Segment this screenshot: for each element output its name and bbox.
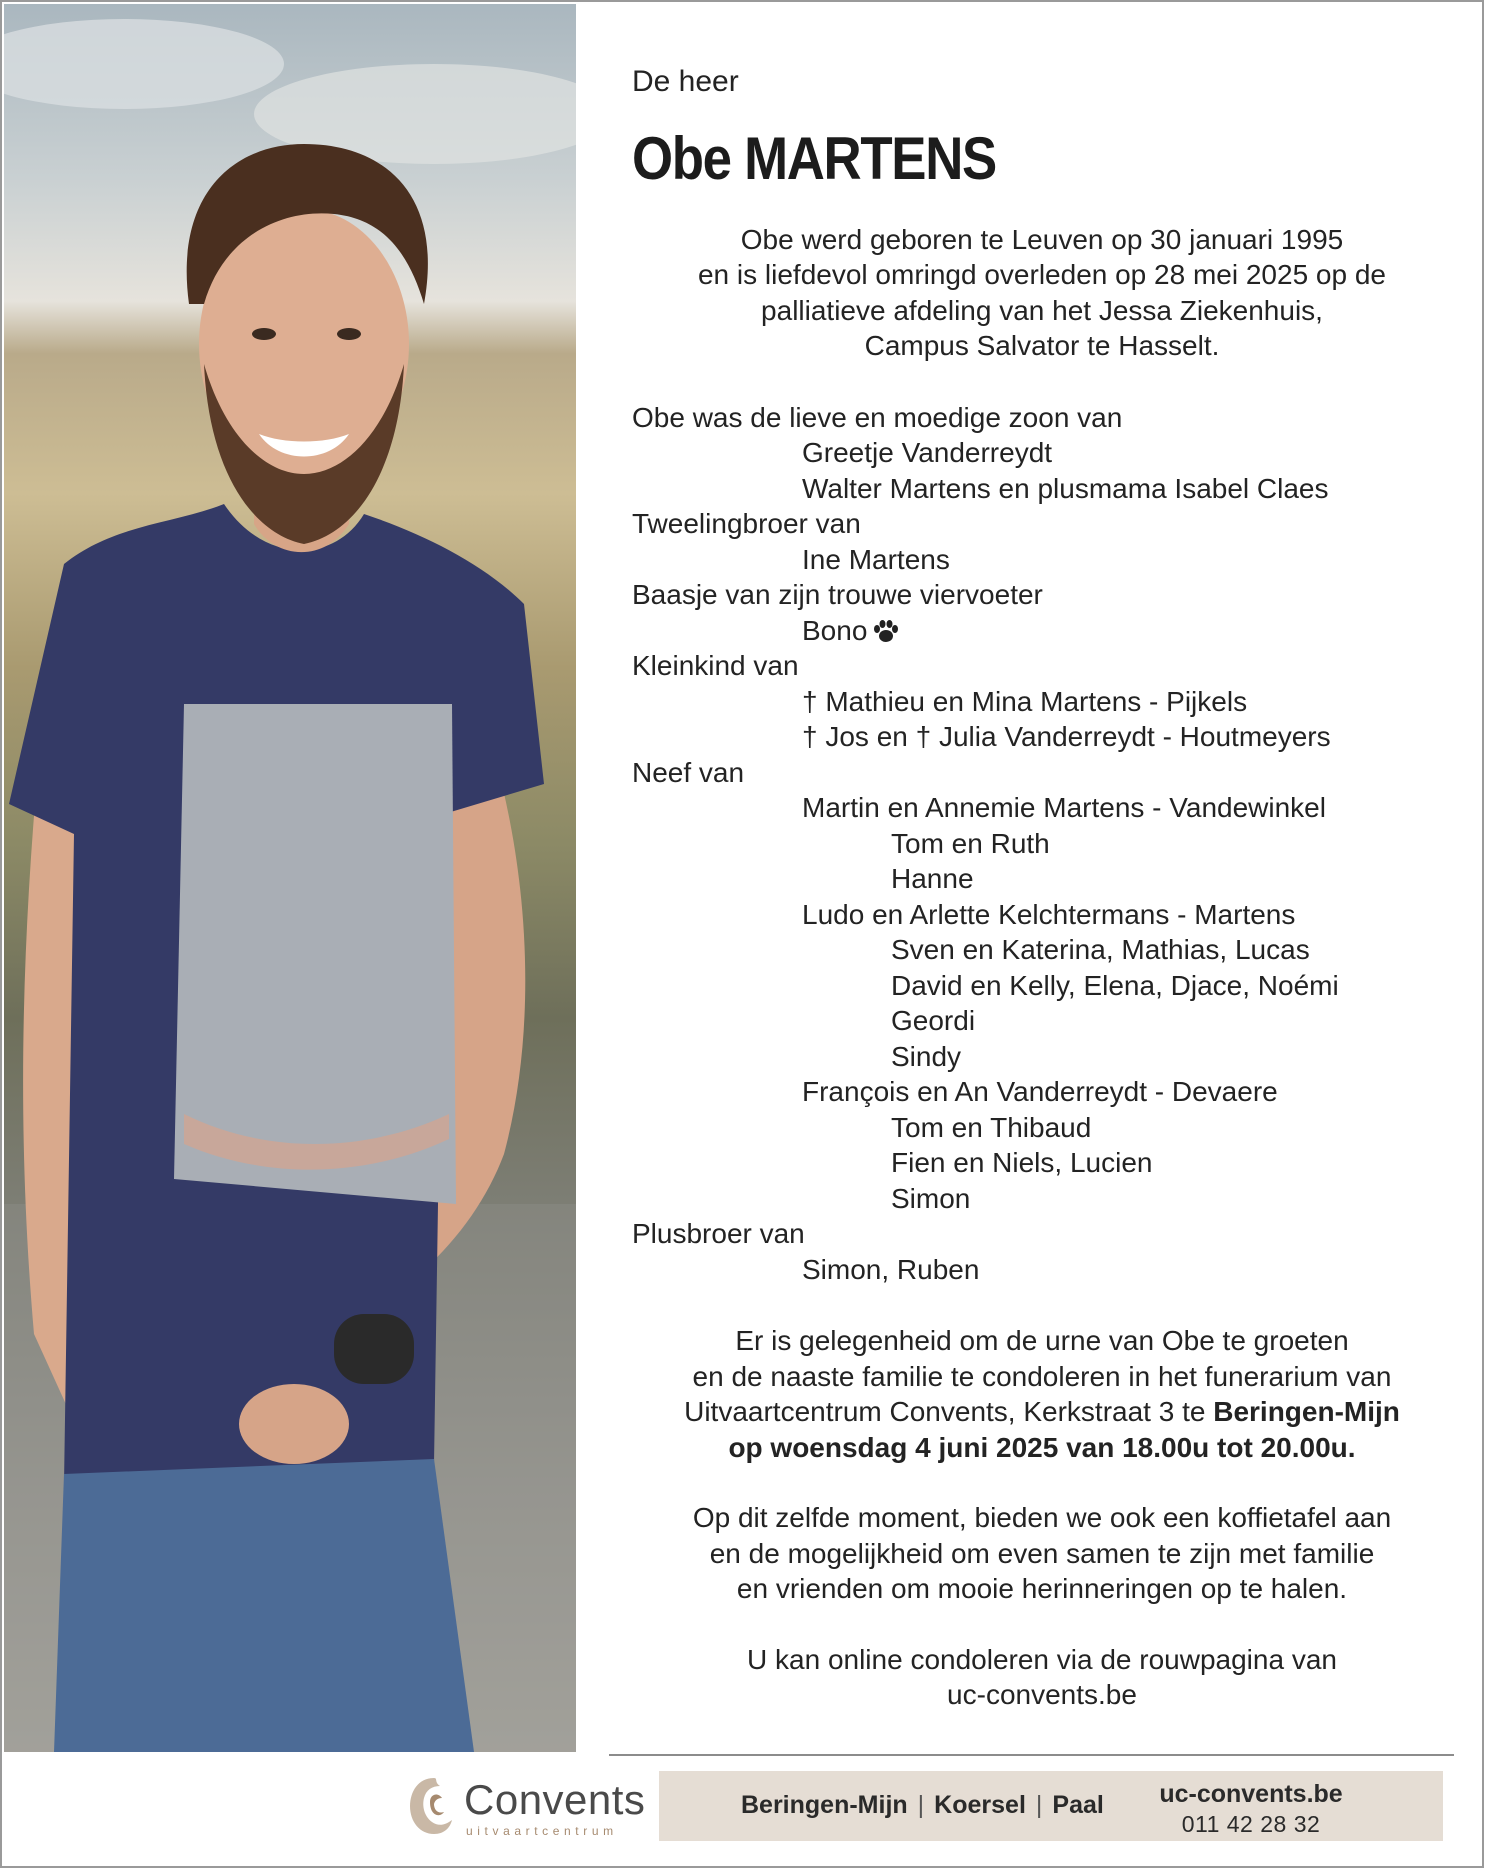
visitation-datetime: op woensdag 4 juni 2025 van 18.00u tot 20.00u. — [728, 1431, 1356, 1463]
family-text: Neef van — [632, 756, 745, 788]
location-beringen-mijn: Beringen-Mijn — [741, 1791, 908, 1819]
contact-info — [1131, 1779, 1371, 1839]
condolence-website: uc-convents.be — [947, 1679, 1137, 1710]
intro-line: palliatieve afdeling van het Jessa Ziekenhuis, — [761, 294, 1323, 326]
footer-website[interactable]: uc-convents.be — [1159, 1780, 1343, 1808]
visitation-paragraph — [632, 1323, 1452, 1465]
family-member — [632, 542, 1452, 578]
notice-text — [632, 64, 1452, 1713]
family-text: Plusbroer van — [632, 1218, 805, 1249]
intro-line: en is liefdevol omringd overleden op 28 mei 2025 op de — [697, 259, 1386, 290]
family-text: Bono — [802, 614, 868, 646]
family-heading — [632, 506, 1452, 542]
family-member — [632, 719, 1452, 755]
coffee-line: en vrienden om mooie herinneringen op te halen. — [736, 1573, 1348, 1604]
family-text: Martin en Annemie Martens - Vandewinkel — [802, 792, 1326, 823]
family-member — [632, 471, 1452, 507]
logo-wordmark: Convents — [464, 1776, 646, 1823]
family-text: Simon — [891, 1182, 971, 1214]
family-member — [632, 826, 1452, 862]
family-member — [632, 861, 1452, 897]
deceased-name: Obe MARTENS — [632, 124, 996, 192]
family-text: Kleinkind van — [632, 650, 799, 681]
online-line: U kan online condoleren via de rouwpagina van — [747, 1643, 1337, 1675]
family-text: Fien en Niels, Lucien — [891, 1147, 1153, 1178]
family-text: David en Kelly, Elena, Djace, Noémi — [891, 969, 1339, 1001]
family-text: Tweelingbroer van — [632, 508, 861, 539]
family-list — [632, 400, 1452, 1288]
family-heading — [632, 577, 1452, 613]
family-text: Hanne — [891, 863, 974, 894]
family-text: Tom en Ruth — [891, 827, 1050, 859]
family-text: Ine Martens — [802, 543, 950, 575]
portrait-illustration — [4, 4, 576, 1752]
coffee-line: en de mogelijkheid om even samen te zijn met familie — [709, 1537, 1375, 1569]
family-member — [632, 790, 1452, 826]
family-member — [632, 1074, 1452, 1110]
coffee-line: Op dit zelfde moment, bieden we ook een koffietafel aan — [692, 1502, 1392, 1533]
family-member — [632, 968, 1452, 1004]
intro-line: Obe werd geboren te Leuven op 30 januari 1995 — [740, 223, 1344, 255]
family-text: Sindy — [891, 1040, 962, 1072]
family-heading — [632, 648, 1452, 684]
paw-icon — [873, 620, 899, 644]
family-text: Walter Martens en plusmama Isabel Claes — [802, 472, 1329, 504]
salutation: De heer — [632, 65, 739, 98]
family-member — [632, 1145, 1452, 1181]
family-member — [632, 932, 1452, 968]
convents-logo-mark-icon — [404, 1772, 456, 1838]
family-text: Sven en Katerina, Mathias, Lucas — [891, 934, 1310, 965]
family-member — [632, 435, 1452, 471]
visitation-line: Er is gelegenheid om de urne van Obe te groeten — [735, 1325, 1349, 1356]
location-paal: Paal — [1052, 1791, 1104, 1819]
visitation-line — [632, 1394, 1452, 1430]
visitation-address: Uitvaartcentrum Convents, Kerkstraat 3 te — [684, 1396, 1214, 1427]
birth-death-paragraph — [632, 222, 1452, 364]
location-list — [741, 1791, 1104, 1820]
family-text: Obe was de lieve en moedige zoon van — [632, 401, 1123, 433]
family-text: † Jos en † Julia Vanderreydt - Houtmeyers — [802, 721, 1331, 752]
family-text: Simon, Ruben — [802, 1253, 980, 1285]
family-member — [632, 684, 1452, 720]
family-text: Baasje van zijn trouwe viervoeter — [632, 579, 1043, 610]
family-text: Geordi — [891, 1005, 976, 1036]
family-member — [632, 1039, 1452, 1075]
family-member — [632, 1110, 1452, 1146]
location-separator: | — [917, 1791, 925, 1819]
family-member — [632, 897, 1452, 933]
intro-line: Campus Salvator te Hasselt. — [864, 330, 1220, 361]
family-text: François en An Vanderreydt - Devaere — [802, 1076, 1278, 1107]
family-heading — [632, 400, 1452, 436]
family-text: Ludo en Arlette Kelchtermans - Martens — [802, 898, 1296, 930]
family-heading — [632, 755, 1452, 791]
convents-logo — [404, 1772, 644, 1842]
coffee-paragraph — [632, 1500, 1452, 1607]
footer-divider — [609, 1754, 1454, 1756]
portrait-photo — [4, 4, 576, 1752]
family-member — [632, 613, 1452, 649]
family-member — [632, 1003, 1452, 1039]
location-separator: | — [1035, 1791, 1043, 1819]
visitation-location: Beringen-Mijn — [1213, 1396, 1400, 1427]
logo-subtitle: uitvaartcentrum — [466, 1824, 618, 1838]
family-member — [632, 1252, 1452, 1288]
visitation-line: en de naaste familie te condoleren in het funerarium van — [692, 1360, 1392, 1392]
family-text: Greetje Vanderreydt — [802, 437, 1053, 468]
location-koersel: Koersel — [934, 1791, 1026, 1819]
family-heading — [632, 1216, 1452, 1252]
footer-band — [659, 1771, 1443, 1841]
family-text: † Mathieu en Mina Martens - Pijkels — [802, 685, 1248, 717]
family-text: Tom en Thibaud — [891, 1111, 1092, 1143]
footer-phone[interactable]: 011 42 28 32 — [1181, 1811, 1321, 1837]
family-member — [632, 1181, 1452, 1217]
online-condolence-paragraph — [632, 1642, 1452, 1713]
